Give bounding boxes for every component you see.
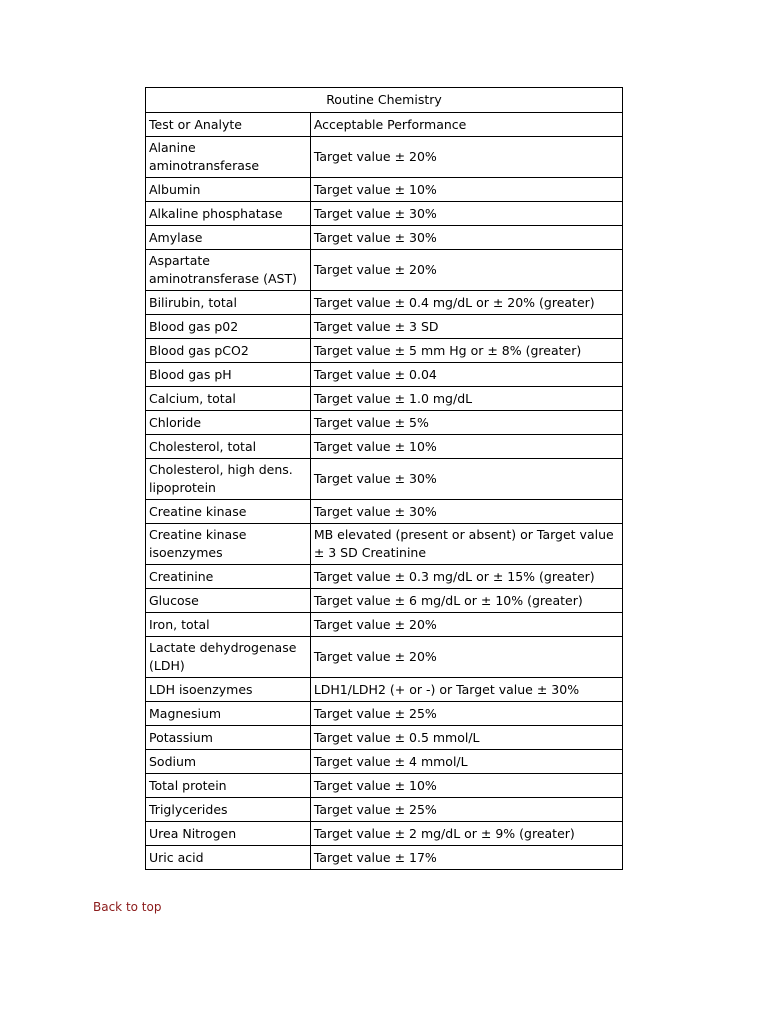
table-row bbox=[146, 339, 623, 363]
table-row bbox=[146, 291, 623, 315]
table-header-row bbox=[146, 113, 623, 137]
table-row bbox=[146, 589, 623, 613]
performance-cell: Target value ± 0.04 bbox=[310, 363, 622, 387]
table-row bbox=[146, 798, 623, 822]
performance-cell: Target value ± 30% bbox=[310, 500, 622, 524]
analyte-cell: Magnesium bbox=[146, 702, 311, 726]
performance-cell: Target value ± 6 mg/dL or ± 10% (greater) bbox=[310, 589, 622, 613]
analyte-cell: Creatinine bbox=[146, 565, 311, 589]
performance-cell: Target value ± 1.0 mg/dL bbox=[310, 387, 622, 411]
performance-cell: Target value ± 20% bbox=[310, 250, 622, 291]
performance-cell: Target value ± 30% bbox=[310, 202, 622, 226]
table-row bbox=[146, 822, 623, 846]
analyte-cell: Glucose bbox=[146, 589, 311, 613]
analyte-cell: Total protein bbox=[146, 774, 311, 798]
analyte-cell: LDH isoenzymes bbox=[146, 678, 311, 702]
table-row bbox=[146, 726, 623, 750]
performance-cell: Target value ± 10% bbox=[310, 774, 622, 798]
analyte-cell: Creatine kinase isoenzymes bbox=[146, 524, 311, 565]
analyte-cell: Chloride bbox=[146, 411, 311, 435]
analyte-cell: Calcium, total bbox=[146, 387, 311, 411]
analyte-cell: Urea Nitrogen bbox=[146, 822, 311, 846]
performance-cell: Target value ± 0.4 mg/dL or ± 20% (greater) bbox=[310, 291, 622, 315]
performance-cell: Target value ± 30% bbox=[310, 226, 622, 250]
table-row bbox=[146, 637, 623, 678]
performance-cell: Target value ± 30% bbox=[310, 459, 622, 500]
table-row bbox=[146, 524, 623, 565]
analyte-cell: Lactate dehydrogenase (LDH) bbox=[146, 637, 311, 678]
analyte-cell: Blood gas pH bbox=[146, 363, 311, 387]
table-row bbox=[146, 387, 623, 411]
performance-cell: Target value ± 17% bbox=[310, 846, 622, 870]
analyte-cell: Albumin bbox=[146, 178, 311, 202]
performance-cell: Target value ± 5% bbox=[310, 411, 622, 435]
routine-chemistry-table bbox=[145, 87, 623, 870]
table-row bbox=[146, 363, 623, 387]
table-title: Routine Chemistry bbox=[146, 88, 623, 113]
analyte-cell: Triglycerides bbox=[146, 798, 311, 822]
performance-cell: MB elevated (present or absent) or Target value ± 3 SD Creatinine bbox=[310, 524, 622, 565]
table-row bbox=[146, 411, 623, 435]
analyte-cell: Alkaline phosphatase bbox=[146, 202, 311, 226]
performance-cell: Target value ± 3 SD bbox=[310, 315, 622, 339]
analyte-cell: Sodium bbox=[146, 750, 311, 774]
table-row bbox=[146, 613, 623, 637]
table-row bbox=[146, 315, 623, 339]
table-row bbox=[146, 435, 623, 459]
table-row bbox=[146, 500, 623, 524]
table-row bbox=[146, 226, 623, 250]
analyte-cell: Bilirubin, total bbox=[146, 291, 311, 315]
analyte-cell: Cholesterol, total bbox=[146, 435, 311, 459]
performance-cell: Target value ± 10% bbox=[310, 178, 622, 202]
analyte-cell: Alanine aminotransferase bbox=[146, 137, 311, 178]
analyte-cell: Potassium bbox=[146, 726, 311, 750]
analyte-cell: Aspartate aminotransferase (AST) bbox=[146, 250, 311, 291]
performance-cell: Target value ± 4 mmol/L bbox=[310, 750, 622, 774]
performance-cell: Target value ± 10% bbox=[310, 435, 622, 459]
table-row bbox=[146, 846, 623, 870]
performance-cell: Target value ± 20% bbox=[310, 137, 622, 178]
performance-cell: Target value ± 0.5 mmol/L bbox=[310, 726, 622, 750]
performance-cell: LDH1/LDH2 (+ or -) or Target value ± 30% bbox=[310, 678, 622, 702]
table-title-row bbox=[146, 88, 623, 113]
table-row bbox=[146, 137, 623, 178]
table-row bbox=[146, 678, 623, 702]
table-row bbox=[146, 750, 623, 774]
table-row bbox=[146, 565, 623, 589]
column-header-test: Test or Analyte bbox=[146, 113, 311, 137]
column-header-performance: Acceptable Performance bbox=[310, 113, 622, 137]
performance-cell: Target value ± 5 mm Hg or ± 8% (greater) bbox=[310, 339, 622, 363]
analyte-cell: Blood gas pCO2 bbox=[146, 339, 311, 363]
table-row bbox=[146, 202, 623, 226]
back-to-top-link[interactable]: Back to top bbox=[93, 900, 162, 914]
analyte-cell: Cholesterol, high dens. lipoprotein bbox=[146, 459, 311, 500]
table-body bbox=[146, 137, 623, 870]
analyte-cell: Amylase bbox=[146, 226, 311, 250]
table-row bbox=[146, 702, 623, 726]
table-row bbox=[146, 774, 623, 798]
analyte-cell: Uric acid bbox=[146, 846, 311, 870]
table-row bbox=[146, 178, 623, 202]
performance-cell: Target value ± 25% bbox=[310, 798, 622, 822]
analyte-cell: Blood gas p02 bbox=[146, 315, 311, 339]
analyte-cell: Iron, total bbox=[146, 613, 311, 637]
performance-cell: Target value ± 25% bbox=[310, 702, 622, 726]
table-row bbox=[146, 250, 623, 291]
performance-cell: Target value ± 20% bbox=[310, 637, 622, 678]
performance-cell: Target value ± 0.3 mg/dL or ± 15% (greater) bbox=[310, 565, 622, 589]
table-row bbox=[146, 459, 623, 500]
performance-cell: Target value ± 20% bbox=[310, 613, 622, 637]
analyte-cell: Creatine kinase bbox=[146, 500, 311, 524]
performance-cell: Target value ± 2 mg/dL or ± 9% (greater) bbox=[310, 822, 622, 846]
